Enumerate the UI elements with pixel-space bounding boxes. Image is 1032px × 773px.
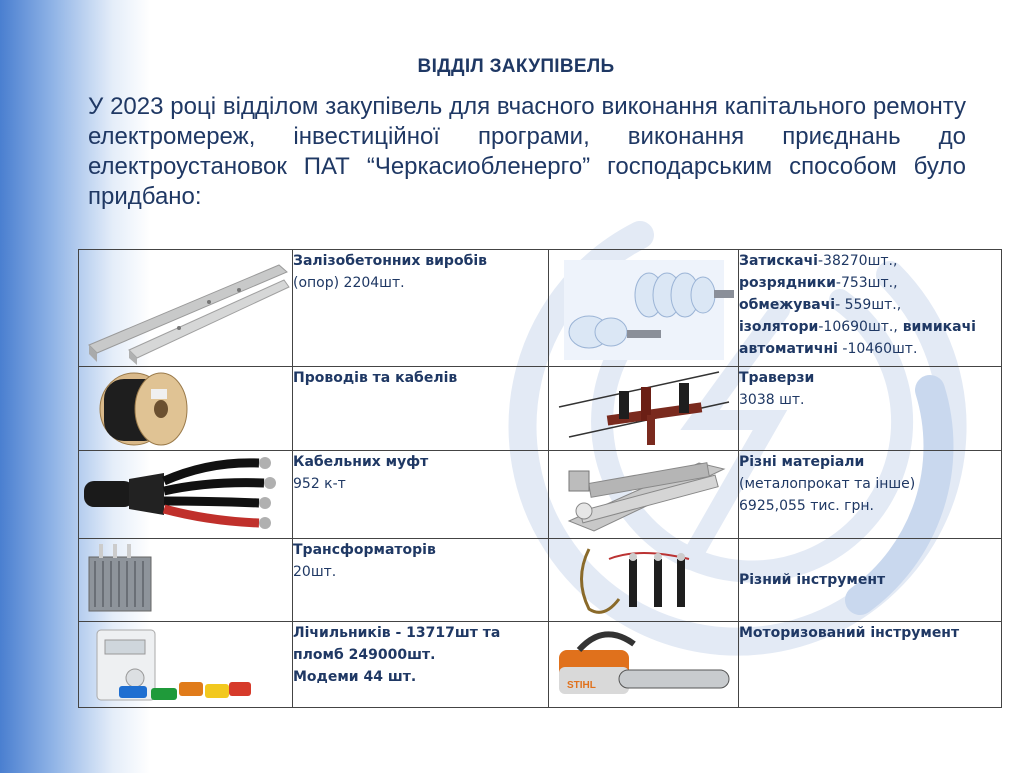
meters-line-1: Лічильників - 13717шт та bbox=[293, 625, 501, 641]
chainsaw-image bbox=[549, 622, 739, 708]
traverses-detail: 3038 шт. bbox=[739, 392, 805, 408]
couplings-detail: 952 к-т bbox=[293, 476, 346, 492]
table-row bbox=[79, 622, 1002, 708]
tools-image-cell bbox=[549, 539, 739, 622]
insulators-image bbox=[549, 250, 739, 367]
transformers-detail: 20шт. bbox=[293, 564, 337, 580]
meters-seals-image bbox=[79, 622, 293, 708]
clamps-label: Затискачі bbox=[739, 253, 818, 269]
table-row bbox=[79, 539, 1002, 622]
materials-detail-2: 6925,055 тис. грн. bbox=[739, 498, 874, 514]
clamps-text-cell bbox=[739, 250, 1002, 367]
insulators-count: -10690шт., bbox=[818, 319, 898, 335]
meters-line-2: пломб 249000шт. bbox=[293, 647, 436, 663]
motor-name: Моторизований інструмент bbox=[739, 625, 960, 641]
wires-image-cell bbox=[79, 367, 293, 451]
cable-reel-image bbox=[79, 367, 293, 451]
transformers-name: Трансформаторів bbox=[293, 542, 436, 558]
intro-paragraph: У 2023 році відділом закупівель для вчасного виконання капітального ремонту електромереж, інвестиційної програми, виконання приєднань до електроустановок ПАТ “Черкасиобленерго” господарським способом було придбано: bbox=[88, 93, 966, 210]
transformer-image-cell bbox=[79, 539, 293, 622]
concrete-image-cell bbox=[79, 250, 293, 367]
table-row bbox=[79, 367, 1002, 451]
breakers-count: -10460шт. bbox=[837, 341, 918, 357]
arresters-count: -753шт., bbox=[835, 275, 898, 291]
wires-name: Проводів та кабелів bbox=[293, 370, 458, 386]
insulators-label: ізолятори bbox=[739, 319, 819, 335]
materials-detail-1: (металопрокат та інше) bbox=[739, 476, 916, 492]
purchases-table bbox=[78, 249, 1002, 708]
traverses-name: Траверзи bbox=[739, 370, 815, 386]
chainsaw-image-cell bbox=[549, 622, 739, 708]
limiters-count: - 559шт., bbox=[835, 297, 902, 313]
traverses-text-cell bbox=[739, 367, 1002, 451]
couplings-name: Кабельних муфт bbox=[293, 454, 429, 470]
concrete-name: Залізобетонних виробів bbox=[293, 253, 488, 269]
traverse-image bbox=[549, 367, 739, 451]
clamps-count: -38270шт., bbox=[817, 253, 898, 269]
meters-line-3: Модеми 44 шт. bbox=[293, 669, 417, 685]
transformers-text-cell bbox=[293, 539, 549, 622]
traverse-image-cell bbox=[549, 367, 739, 451]
transformer-image bbox=[79, 539, 293, 622]
page-title: ВІДДІЛ ЗАКУПІВЕЛЬ bbox=[417, 56, 615, 77]
concrete-text-cell bbox=[293, 250, 549, 367]
motor-text-cell bbox=[739, 622, 1002, 708]
grounding-tool-image bbox=[549, 539, 739, 622]
materials-text-cell bbox=[739, 451, 1002, 539]
metal-profiles-image bbox=[549, 451, 739, 539]
couplings-text-cell bbox=[293, 451, 549, 539]
breakers-label: вимикачі bbox=[897, 319, 976, 335]
insulators-image-cell bbox=[549, 250, 739, 367]
couplings-image-cell bbox=[79, 451, 293, 539]
arresters-label: розрядники bbox=[739, 275, 836, 291]
cable-coupling-image bbox=[79, 451, 293, 539]
table-row bbox=[79, 250, 1002, 367]
wires-text-cell bbox=[293, 367, 549, 451]
tools-name: Різний інструмент bbox=[739, 572, 886, 588]
breakers-label-2: автоматичні bbox=[739, 341, 838, 357]
materials-name: Різні матеріали bbox=[739, 454, 865, 470]
meters-text-cell bbox=[293, 622, 549, 708]
metal-image-cell bbox=[549, 451, 739, 539]
concrete-poles-image bbox=[79, 250, 293, 367]
limiters-label: обмежувачі bbox=[739, 297, 836, 313]
tools-text-cell bbox=[739, 539, 1002, 622]
stihl-brand-label: STIHL bbox=[567, 680, 596, 691]
concrete-detail: (опор) 2204шт. bbox=[293, 275, 405, 291]
meters-image-cell bbox=[79, 622, 293, 708]
table-row bbox=[79, 451, 1002, 539]
